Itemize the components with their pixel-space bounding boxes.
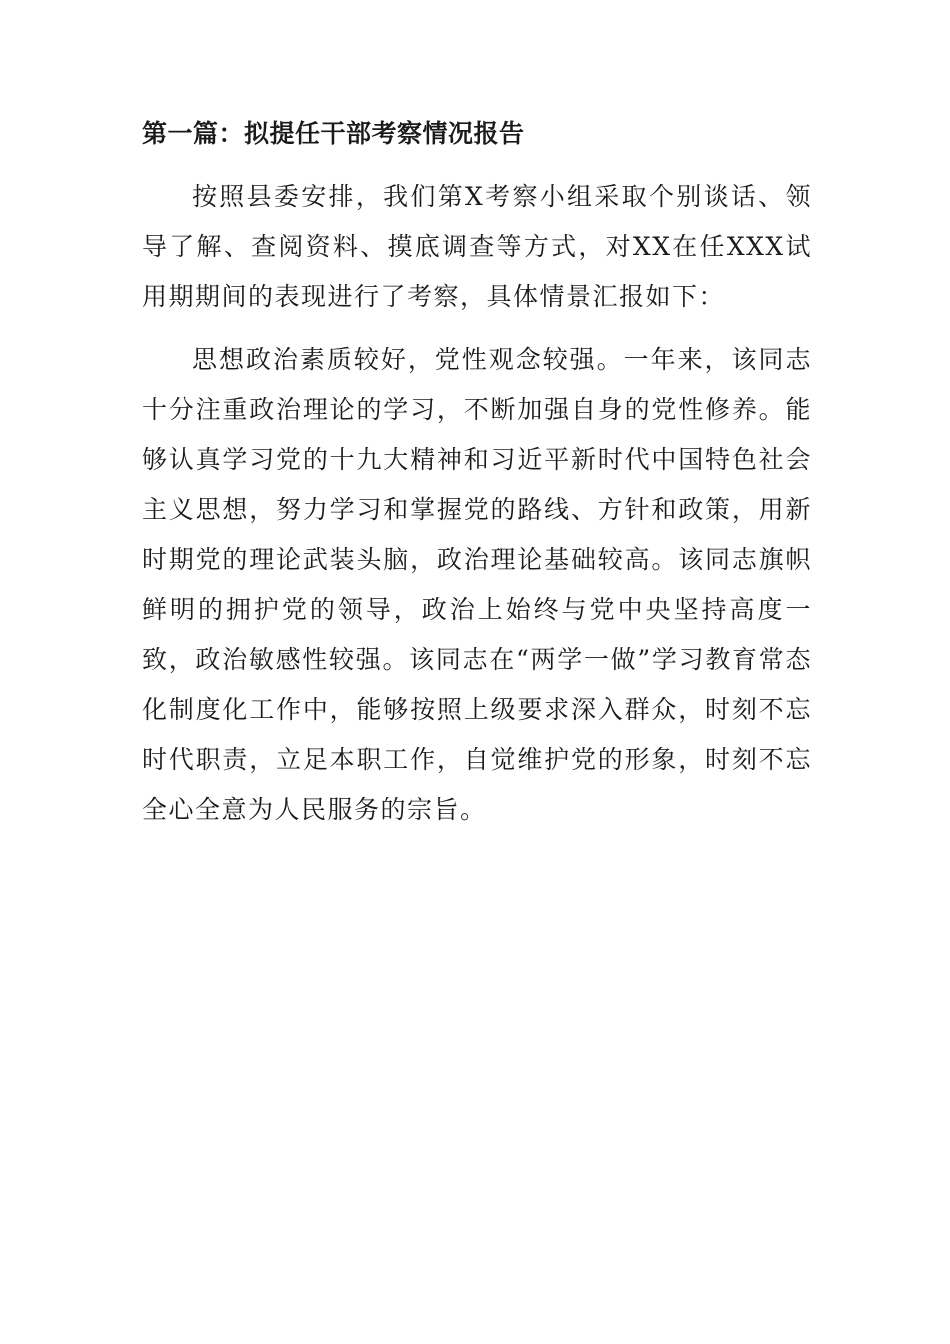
body-paragraph-intro: 按照县委安排，我们第X考察小组采取个别谈话、领导了解、查阅资料、摸底调查等方式，对XX在任XXX试用期期间的表现进行了考察，具体情景汇报如下： — [142, 182, 812, 311]
document-title: 第一篇：拟提任干部考察情况报告 — [142, 119, 525, 148]
body-paragraph-political-quality: 思想政治素质较好，党性观念较强。一年来，该同志十分注重政治理论的学习，不断加强自身的党性修养。能够认真学习党的十九大精神和习近平新时代中国特色社会主义思想，努力学习和掌握党的路线、方针和政策，用新时期党的理论武装头脑，政治理论基础较高。该同志旗帜鲜明的拥护党的领导，政治上始终与党中央坚持高度一致，政治敏感性较强。该同志在“两学一做”学习教育常态化制度化工作中，能够按照上级要求深入群众，时刻不忘时代职责，立足本职工作，自觉维护党的形象，时刻不忘全心全意为人民服务的宗旨。 — [142, 345, 812, 824]
